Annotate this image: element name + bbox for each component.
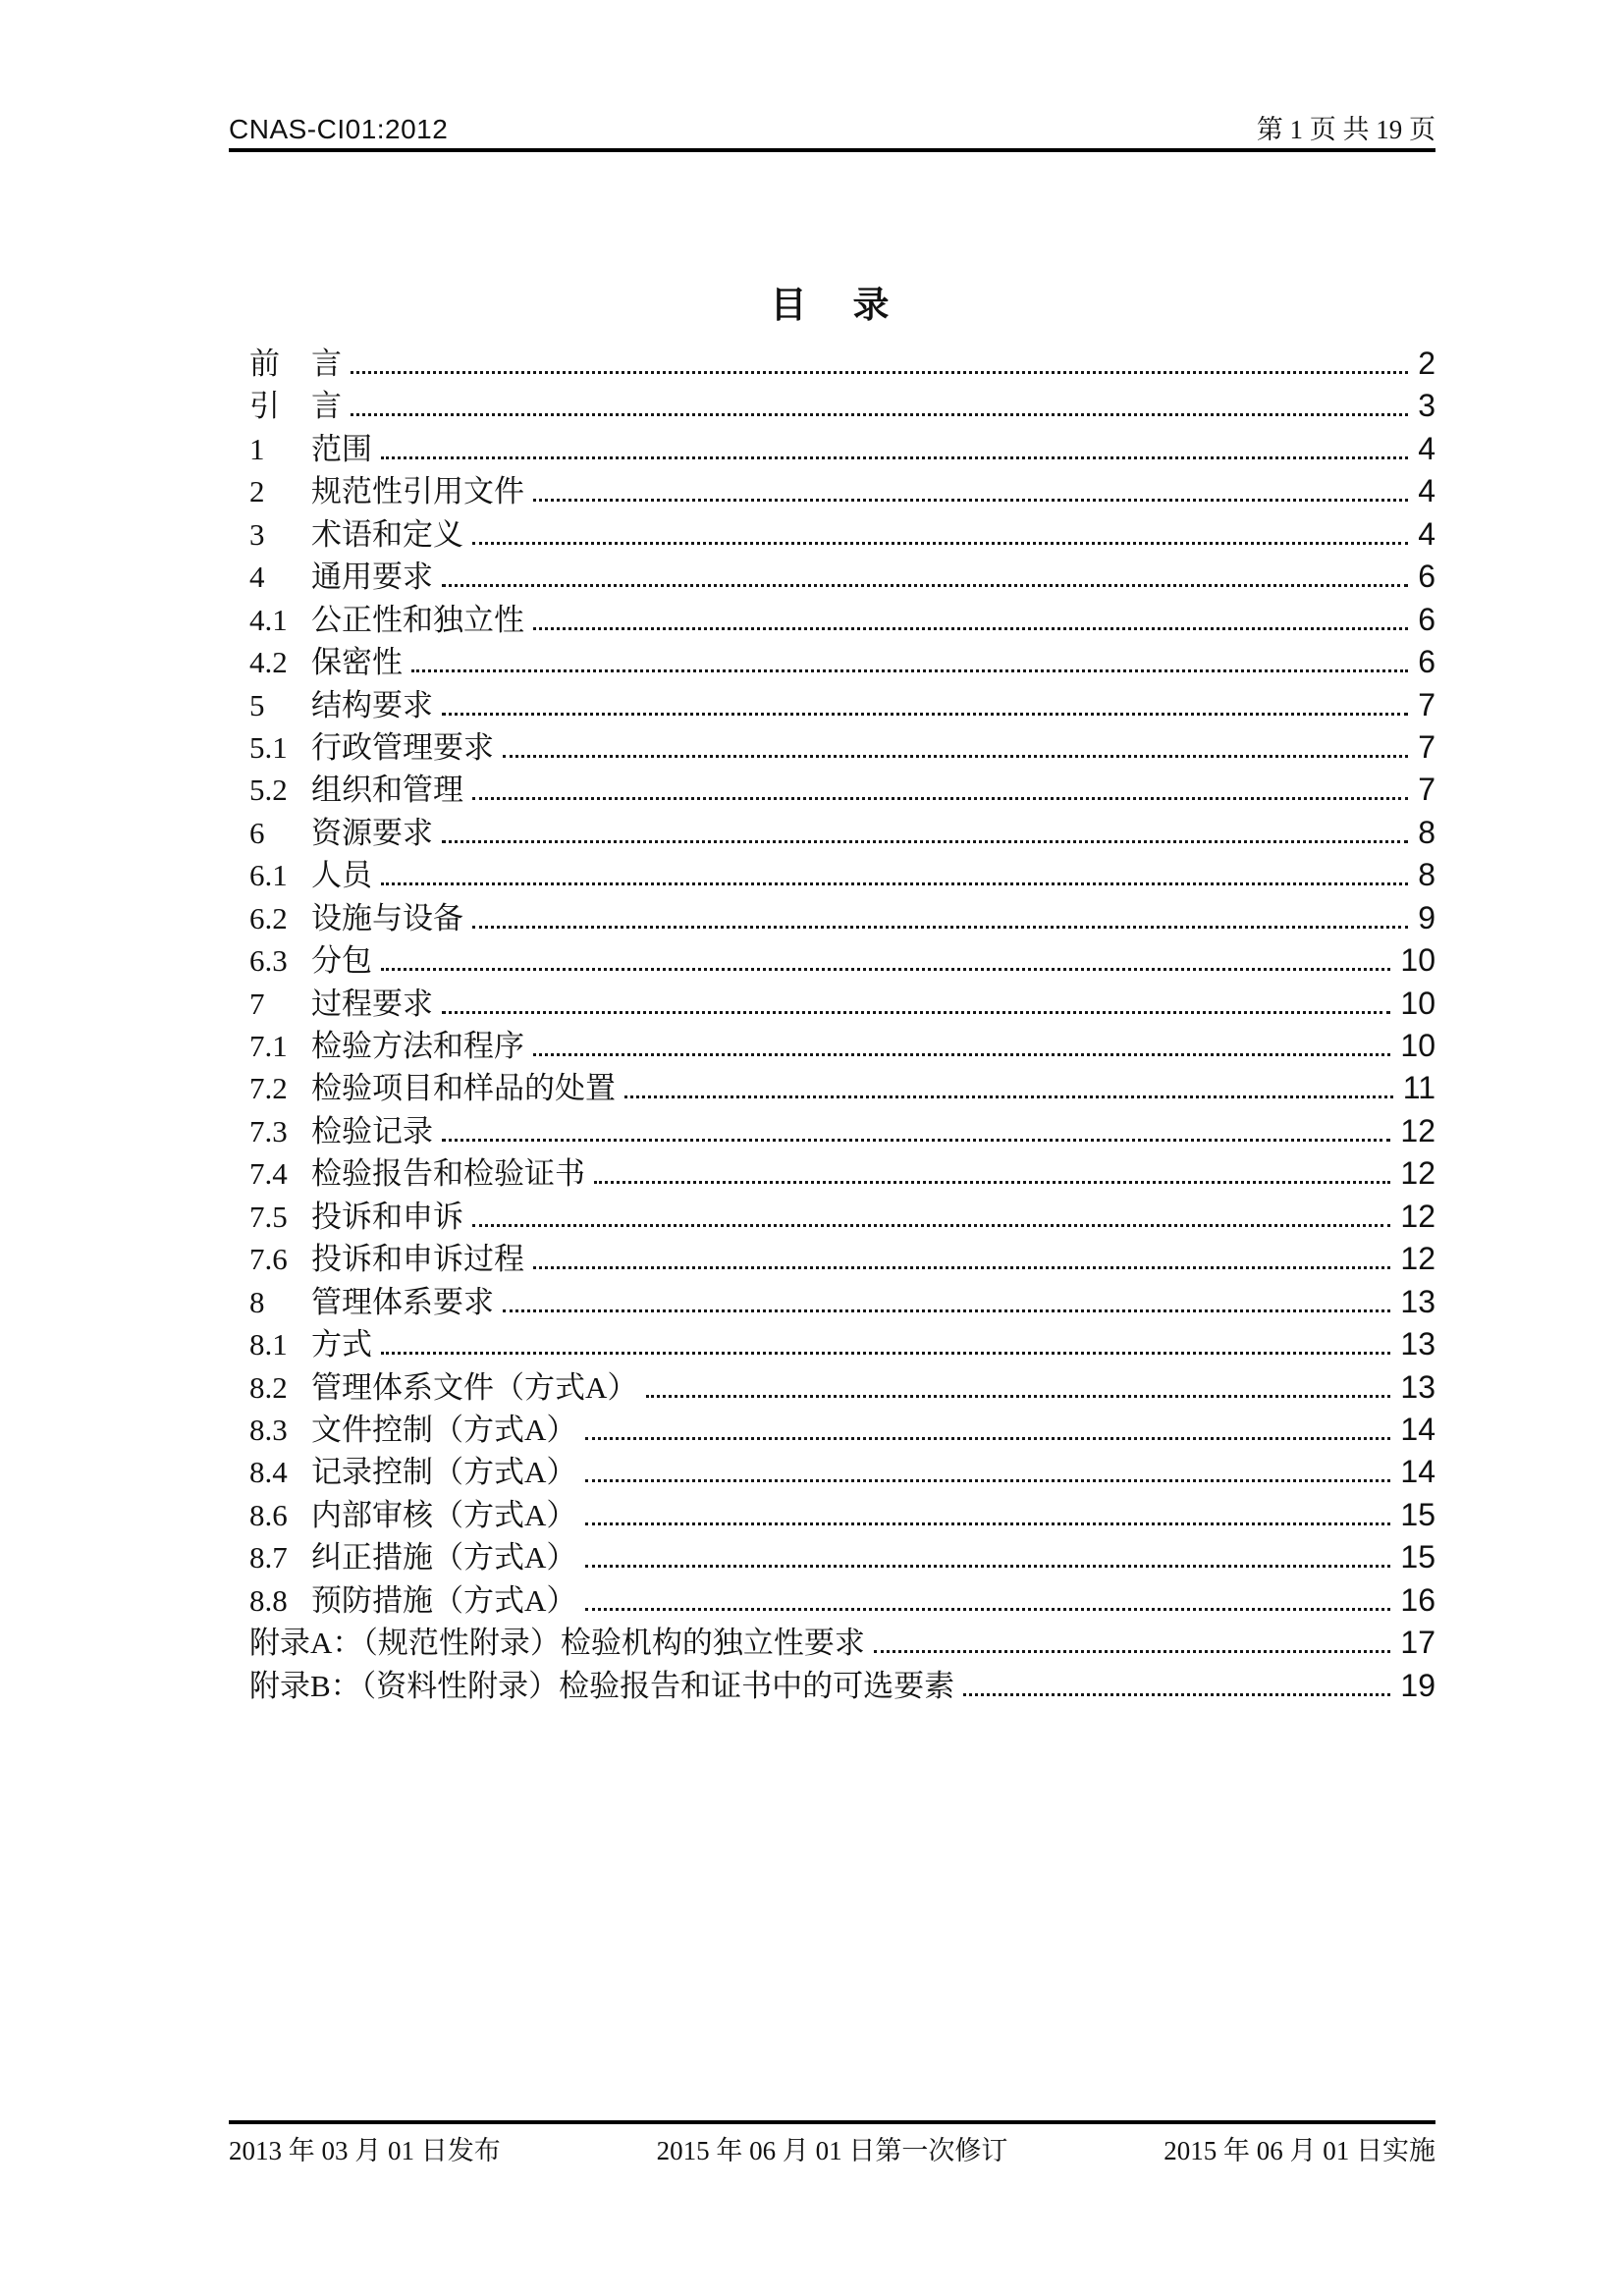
toc-entry	[249, 1238, 1435, 1280]
toc-entry-page-number: 9	[1418, 899, 1435, 935]
toc-entry-label: 附录B：（资料性附录）检验报告和证书中的可选要素	[249, 1668, 955, 1703]
dot-leader	[585, 1522, 1390, 1525]
dot-leader	[585, 1479, 1390, 1482]
dot-leader	[381, 456, 1408, 459]
toc-title: 目 录	[770, 286, 894, 326]
toc-entry-page-number: 11	[1402, 1070, 1435, 1106]
toc-entry-label: 3 术语和定义	[249, 516, 463, 552]
toc-entry-label: 8.7 纠正措施（方式A）	[249, 1540, 577, 1575]
dot-leader	[646, 1395, 1390, 1398]
dot-leader	[472, 1224, 1390, 1227]
toc-entry-page-number: 6	[1418, 644, 1435, 680]
toc-entry-label: 7.5 投诉和申诉	[249, 1199, 463, 1234]
dot-leader	[442, 1139, 1390, 1142]
toc-entry-page-number: 13	[1400, 1368, 1435, 1405]
toc-entry-label: 7.3 检验记录	[249, 1113, 433, 1148]
toc-entry	[249, 1281, 1435, 1323]
dot-leader	[351, 371, 1408, 374]
toc-entry-page-number: 15	[1400, 1496, 1435, 1532]
toc-entry-label: 6.3 分包	[249, 943, 372, 979]
toc-entry	[249, 641, 1435, 683]
toc-entry	[249, 1536, 1435, 1578]
toc-entry-label: 2 规范性引用文件	[249, 474, 524, 509]
revision-date: 2015 年 06 月 01 日第一次修订	[656, 2136, 1008, 2165]
dot-leader	[442, 713, 1408, 716]
toc-entry	[249, 854, 1435, 896]
toc-entry-label: 6 资源要求	[249, 815, 433, 850]
toc-entry-page-number: 7	[1418, 772, 1435, 808]
toc-entry-label: 8 管理体系要求	[249, 1284, 494, 1319]
toc-entry	[249, 556, 1435, 598]
dot-leader	[533, 1053, 1390, 1056]
toc-entry	[249, 385, 1435, 427]
dot-leader	[874, 1650, 1391, 1653]
toc-entry	[249, 1366, 1435, 1409]
toc-entry-label: 4.1 公正性和独立性	[249, 602, 524, 637]
dot-leader	[472, 797, 1408, 800]
toc-entry	[249, 1067, 1435, 1109]
toc-entry	[249, 513, 1435, 556]
toc-entry-page-number: 2	[1418, 346, 1435, 381]
toc-entry	[249, 726, 1435, 769]
toc-entry-page-number: 13	[1400, 1283, 1435, 1319]
dot-leader	[381, 882, 1408, 885]
toc-entry-page-number: 17	[1400, 1625, 1435, 1661]
toc-entry	[249, 897, 1435, 939]
toc-entry	[249, 1494, 1435, 1536]
toc-entry	[249, 983, 1435, 1025]
toc-entry-label: 附录A：（规范性附录）检验机构的独立性要求	[249, 1626, 865, 1661]
toc-entry-label: 5 结构要求	[249, 687, 433, 722]
toc-entry-label: 5.2 组织和管理	[249, 773, 463, 808]
dot-leader	[442, 584, 1408, 587]
toc-entry-page-number: 19	[1400, 1667, 1435, 1703]
toc-entry-label: 5.1 行政管理要求	[249, 729, 494, 765]
toc-entry-label: 8.4 记录控制（方式A）	[249, 1455, 577, 1490]
toc-entry-page-number: 7	[1418, 728, 1435, 765]
toc-entry-page-number: 4	[1418, 430, 1435, 466]
toc-entry-page-number: 12	[1400, 1241, 1435, 1277]
toc-entry	[249, 1579, 1435, 1622]
toc-entry-label: 1 范围	[249, 431, 372, 466]
implementation-date: 2015 年 06 月 01 日实施	[1164, 2136, 1435, 2165]
toc-entry-page-number: 12	[1400, 1112, 1435, 1148]
toc-entry	[249, 1323, 1435, 1365]
toc-entry-page-number: 10	[1400, 985, 1435, 1021]
toc-entry-label: 8.1 方式	[249, 1327, 372, 1362]
toc-entry	[249, 1152, 1435, 1195]
document-code: CNAS-CI01:2012	[229, 114, 449, 144]
toc-entry-page-number: 7	[1418, 686, 1435, 722]
dot-leader	[585, 1608, 1390, 1611]
toc-entry	[249, 599, 1435, 641]
dot-leader	[963, 1693, 1390, 1696]
toc-entry	[249, 1665, 1435, 1707]
toc-entry-page-number: 4	[1418, 515, 1435, 552]
dot-leader	[585, 1437, 1390, 1440]
toc-entry-label: 7.1 检验方法和程序	[249, 1029, 524, 1063]
toc-entry-page-number: 14	[1400, 1454, 1435, 1490]
toc-entry	[249, 1025, 1435, 1067]
toc-entry-page-number: 10	[1400, 1028, 1435, 1063]
toc-entry-page-number: 6	[1418, 601, 1435, 637]
toc-entry	[249, 1409, 1435, 1451]
dot-leader	[442, 840, 1408, 843]
dot-leader	[442, 1011, 1390, 1014]
dot-leader	[594, 1181, 1390, 1184]
dot-leader	[533, 499, 1408, 502]
dot-leader	[351, 413, 1408, 416]
toc-entry-page-number: 12	[1400, 1198, 1435, 1234]
toc-entry-label: 4 通用要求	[249, 560, 433, 595]
toc-entry	[249, 470, 1435, 512]
release-date: 2013 年 03 月 01 日发布	[229, 2136, 501, 2165]
toc-entry-label: 引 言	[249, 389, 342, 424]
toc-entry-label: 7 过程要求	[249, 986, 433, 1021]
toc-entry	[249, 812, 1435, 854]
toc-entry-page-number: 3	[1418, 388, 1435, 424]
toc-entry	[249, 684, 1435, 726]
toc-entry	[249, 343, 1435, 385]
toc-entry	[249, 1622, 1435, 1664]
toc-entry	[249, 939, 1435, 982]
toc-entry	[249, 1451, 1435, 1493]
toc-entry-page-number: 12	[1400, 1155, 1435, 1192]
toc-entry-page-number: 14	[1400, 1411, 1435, 1447]
toc-entry	[249, 1110, 1435, 1152]
toc-entry-page-number: 8	[1418, 814, 1435, 850]
toc-entry-label: 7.4 检验报告和检验证书	[249, 1156, 585, 1192]
toc-entry-label: 8.6 内部审核（方式A）	[249, 1497, 577, 1532]
page-header	[229, 108, 1435, 146]
toc-entry-page-number: 13	[1400, 1326, 1435, 1362]
dot-leader	[503, 1309, 1390, 1312]
toc-entry-label: 8.2 管理体系文件（方式A）	[249, 1369, 638, 1405]
dot-leader	[624, 1095, 1393, 1098]
toc-entry-label: 6.1 人员	[249, 858, 372, 893]
toc-entry-label: 8.3 文件控制（方式A）	[249, 1412, 577, 1447]
toc-entry-label: 7.6 投诉和申诉过程	[249, 1242, 524, 1277]
toc-entry-page-number: 10	[1400, 942, 1435, 979]
footer-rule	[229, 2120, 1435, 2124]
dot-leader	[472, 542, 1408, 545]
toc-entry	[249, 769, 1435, 811]
toc-entry-page-number: 8	[1418, 857, 1435, 893]
dot-leader	[533, 1266, 1390, 1269]
page-footer	[229, 2129, 1435, 2167]
dot-leader	[381, 1352, 1390, 1355]
dot-leader	[503, 755, 1408, 758]
toc-entry	[249, 1196, 1435, 1238]
toc-entry-label: 7.2 检验项目和样品的处置	[249, 1071, 616, 1106]
toc-entry-page-number: 4	[1418, 473, 1435, 509]
toc-entry-page-number: 6	[1418, 559, 1435, 595]
header-rule	[229, 148, 1435, 152]
dot-leader	[472, 926, 1408, 929]
toc-entry-page-number: 15	[1400, 1539, 1435, 1575]
dot-leader	[533, 627, 1408, 630]
toc-entry-label: 前 言	[249, 347, 342, 381]
page-number-indicator: 第 1 页 共 19 页	[1256, 115, 1435, 144]
dot-leader	[381, 968, 1390, 971]
dot-leader	[585, 1565, 1390, 1568]
toc-entry-page-number: 16	[1400, 1581, 1435, 1618]
toc-entry-label: 8.8 预防措施（方式A）	[249, 1582, 577, 1618]
toc-entry	[249, 428, 1435, 470]
table-of-contents	[249, 343, 1435, 1707]
toc-entry-label: 4.2 保密性	[249, 645, 403, 680]
dot-leader	[411, 669, 1408, 672]
toc-entry-label: 6.2 设施与设备	[249, 900, 463, 935]
